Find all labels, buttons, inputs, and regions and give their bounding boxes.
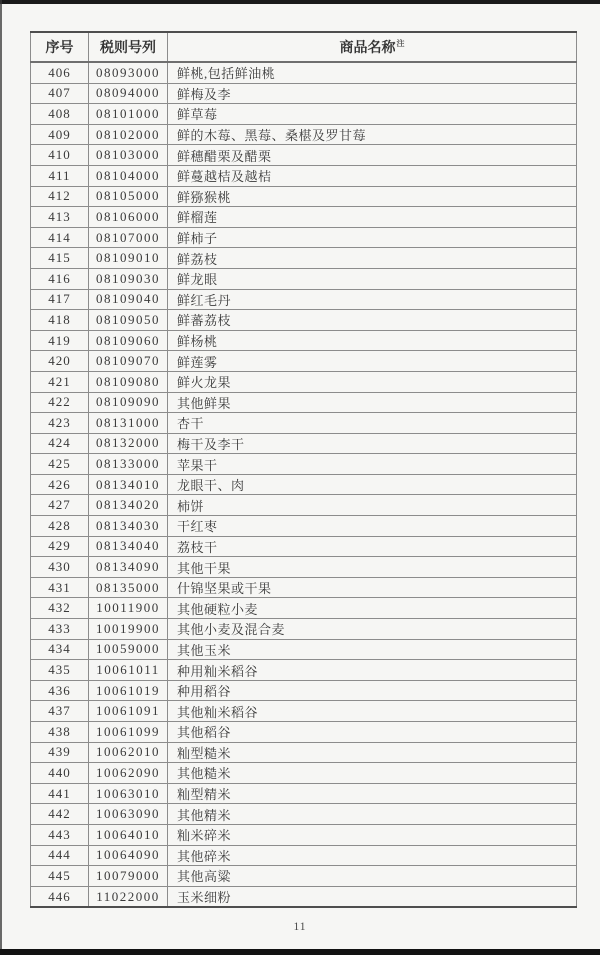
table-row xyxy=(31,268,577,289)
table-row xyxy=(31,186,577,207)
header-row xyxy=(31,32,577,62)
code-cell: 08109090 xyxy=(89,392,168,413)
name-cell: 鲜龙眼 xyxy=(168,268,577,289)
name-cell: 梅干及李干 xyxy=(168,433,577,454)
code-cell: 08132000 xyxy=(89,433,168,454)
name-cell: 鲜杨桃 xyxy=(168,330,577,351)
table-row xyxy=(31,866,577,887)
code-cell: 08134040 xyxy=(89,536,168,557)
table-row xyxy=(31,763,577,784)
name-cell: 鲜的木莓、黑莓、桑椹及罗甘莓 xyxy=(168,124,577,145)
name-cell: 其他稻谷 xyxy=(168,722,577,743)
serial-cell: 430 xyxy=(31,557,89,578)
serial-cell: 412 xyxy=(31,186,89,207)
table-row xyxy=(31,351,577,372)
name-cell: 鲜蕃荔枝 xyxy=(168,310,577,331)
name-cell: 种用籼米稻谷 xyxy=(168,660,577,681)
table-row xyxy=(31,454,577,475)
serial-cell: 428 xyxy=(31,516,89,537)
serial-cell: 418 xyxy=(31,310,89,331)
name-cell: 籼型糙米 xyxy=(168,742,577,763)
header-name xyxy=(168,32,577,62)
code-cell: 08106000 xyxy=(89,207,168,228)
serial-cell: 433 xyxy=(31,619,89,640)
serial-cell: 417 xyxy=(31,289,89,310)
name-cell: 苹果干 xyxy=(168,454,577,475)
table-body xyxy=(31,62,577,907)
code-cell: 10019900 xyxy=(89,619,168,640)
serial-cell: 429 xyxy=(31,536,89,557)
header-serial: 序号 xyxy=(31,32,89,62)
serial-cell: 444 xyxy=(31,845,89,866)
scan-edge-bottom xyxy=(0,949,600,955)
code-cell: 08109060 xyxy=(89,330,168,351)
serial-cell: 445 xyxy=(31,866,89,887)
code-cell: 10062010 xyxy=(89,742,168,763)
table-row xyxy=(31,701,577,722)
table-row xyxy=(31,207,577,228)
tariff-table xyxy=(30,31,577,908)
code-cell: 10064010 xyxy=(89,824,168,845)
table-row xyxy=(31,619,577,640)
code-cell: 08107000 xyxy=(89,227,168,248)
code-cell: 11022000 xyxy=(89,886,168,907)
name-cell: 柿饼 xyxy=(168,495,577,516)
serial-cell: 411 xyxy=(31,165,89,186)
name-cell: 鲜火龙果 xyxy=(168,371,577,392)
name-cell: 鲜草莓 xyxy=(168,104,577,125)
table-row xyxy=(31,83,577,104)
serial-cell: 421 xyxy=(31,371,89,392)
name-cell: 鲜榴莲 xyxy=(168,207,577,228)
serial-cell: 413 xyxy=(31,207,89,228)
code-cell: 08109010 xyxy=(89,248,168,269)
table-row xyxy=(31,639,577,660)
name-cell: 龙眼干、肉 xyxy=(168,474,577,495)
code-cell: 10061011 xyxy=(89,660,168,681)
serial-cell: 415 xyxy=(31,248,89,269)
code-cell: 10059000 xyxy=(89,639,168,660)
code-cell: 08103000 xyxy=(89,145,168,166)
name-cell: 其他小麦及混合麦 xyxy=(168,619,577,640)
table-row xyxy=(31,845,577,866)
name-cell: 其他高粱 xyxy=(168,866,577,887)
name-cell: 其他碎米 xyxy=(168,845,577,866)
table-row xyxy=(31,145,577,166)
name-cell: 籼米碎米 xyxy=(168,824,577,845)
table-row xyxy=(31,557,577,578)
name-cell: 鲜桃,包括鲜油桃 xyxy=(168,62,577,83)
code-cell: 08105000 xyxy=(89,186,168,207)
code-cell: 10079000 xyxy=(89,866,168,887)
table-header xyxy=(31,32,577,62)
table-row xyxy=(31,289,577,310)
serial-cell: 432 xyxy=(31,598,89,619)
name-cell: 其他玉米 xyxy=(168,639,577,660)
code-cell: 10011900 xyxy=(89,598,168,619)
code-cell: 08134010 xyxy=(89,474,168,495)
serial-cell: 436 xyxy=(31,680,89,701)
name-cell: 其他糙米 xyxy=(168,763,577,784)
serial-cell: 406 xyxy=(31,62,89,83)
name-cell: 其他籼米稻谷 xyxy=(168,701,577,722)
name-cell: 鲜柿子 xyxy=(168,227,577,248)
serial-cell: 443 xyxy=(31,824,89,845)
serial-cell: 442 xyxy=(31,804,89,825)
serial-cell: 438 xyxy=(31,722,89,743)
name-cell: 玉米细粉 xyxy=(168,886,577,907)
serial-cell: 441 xyxy=(31,783,89,804)
code-cell: 10061019 xyxy=(89,680,168,701)
table-row xyxy=(31,722,577,743)
serial-cell: 420 xyxy=(31,351,89,372)
table-row xyxy=(31,392,577,413)
code-cell: 10061091 xyxy=(89,701,168,722)
serial-cell: 422 xyxy=(31,392,89,413)
serial-cell: 425 xyxy=(31,454,89,475)
serial-cell: 434 xyxy=(31,639,89,660)
code-cell: 08102000 xyxy=(89,124,168,145)
table-row xyxy=(31,248,577,269)
name-cell: 其他干果 xyxy=(168,557,577,578)
table-row xyxy=(31,124,577,145)
serial-cell: 424 xyxy=(31,433,89,454)
name-cell: 其他鲜果 xyxy=(168,392,577,413)
scan-edge-top xyxy=(0,0,600,4)
code-cell: 08134090 xyxy=(89,557,168,578)
table-row xyxy=(31,227,577,248)
table-row xyxy=(31,474,577,495)
code-cell: 08134030 xyxy=(89,516,168,537)
table-row xyxy=(31,824,577,845)
name-cell: 干红枣 xyxy=(168,516,577,537)
code-cell: 08104000 xyxy=(89,165,168,186)
table-row xyxy=(31,165,577,186)
header-footnote-mark: 注 xyxy=(396,39,405,49)
code-cell: 10063010 xyxy=(89,783,168,804)
serial-cell: 416 xyxy=(31,268,89,289)
table-row xyxy=(31,330,577,351)
name-cell: 鲜猕猴桃 xyxy=(168,186,577,207)
table-row xyxy=(31,536,577,557)
serial-cell: 435 xyxy=(31,660,89,681)
serial-cell: 446 xyxy=(31,886,89,907)
table-row xyxy=(31,804,577,825)
name-cell: 荔枝干 xyxy=(168,536,577,557)
name-cell: 鲜莲雾 xyxy=(168,351,577,372)
name-cell: 其他精米 xyxy=(168,804,577,825)
serial-cell: 427 xyxy=(31,495,89,516)
table-row xyxy=(31,598,577,619)
serial-cell: 410 xyxy=(31,145,89,166)
code-cell: 08109040 xyxy=(89,289,168,310)
code-cell: 10061099 xyxy=(89,722,168,743)
serial-cell: 440 xyxy=(31,763,89,784)
table-row xyxy=(31,742,577,763)
code-cell: 08133000 xyxy=(89,454,168,475)
code-cell: 08109030 xyxy=(89,268,168,289)
table-row xyxy=(31,886,577,907)
serial-cell: 409 xyxy=(31,124,89,145)
table-row xyxy=(31,495,577,516)
serial-cell: 407 xyxy=(31,83,89,104)
serial-cell: 408 xyxy=(31,104,89,125)
table-row xyxy=(31,680,577,701)
serial-cell: 414 xyxy=(31,227,89,248)
code-cell: 08131000 xyxy=(89,413,168,434)
code-cell: 10063090 xyxy=(89,804,168,825)
table-row xyxy=(31,310,577,331)
table-row xyxy=(31,783,577,804)
code-cell: 08135000 xyxy=(89,577,168,598)
table-row xyxy=(31,104,577,125)
name-cell: 其他硬粒小麦 xyxy=(168,598,577,619)
code-cell: 08109050 xyxy=(89,310,168,331)
serial-cell: 439 xyxy=(31,742,89,763)
table-row xyxy=(31,433,577,454)
header-name-text: 商品名称 xyxy=(339,41,396,56)
name-cell: 鲜荔枝 xyxy=(168,248,577,269)
code-cell: 08109070 xyxy=(89,351,168,372)
name-cell: 鲜梅及李 xyxy=(168,83,577,104)
code-cell: 08094000 xyxy=(89,83,168,104)
code-cell: 08134020 xyxy=(89,495,168,516)
name-cell: 鲜穗醋栗及醋栗 xyxy=(168,145,577,166)
table-row xyxy=(31,660,577,681)
code-cell: 08101000 xyxy=(89,104,168,125)
name-cell: 杏干 xyxy=(168,413,577,434)
header-code: 税则号列 xyxy=(89,32,168,62)
name-cell: 籼型精米 xyxy=(168,783,577,804)
serial-cell: 431 xyxy=(31,577,89,598)
serial-cell: 426 xyxy=(31,474,89,495)
name-cell: 鲜红毛丹 xyxy=(168,289,577,310)
table-row xyxy=(31,577,577,598)
table-row xyxy=(31,62,577,83)
name-cell: 鲜蔓越桔及越桔 xyxy=(168,165,577,186)
code-cell: 08093000 xyxy=(89,62,168,83)
page-number: 11 xyxy=(293,921,307,933)
code-cell: 10064090 xyxy=(89,845,168,866)
code-cell: 10062090 xyxy=(89,763,168,784)
name-cell: 种用稻谷 xyxy=(168,680,577,701)
serial-cell: 423 xyxy=(31,413,89,434)
table-row xyxy=(31,516,577,537)
table-row xyxy=(31,413,577,434)
name-cell: 什锦坚果或干果 xyxy=(168,577,577,598)
scan-edge-left xyxy=(0,0,2,955)
code-cell: 08109080 xyxy=(89,371,168,392)
serial-cell: 419 xyxy=(31,330,89,351)
table-row xyxy=(31,371,577,392)
serial-cell: 437 xyxy=(31,701,89,722)
